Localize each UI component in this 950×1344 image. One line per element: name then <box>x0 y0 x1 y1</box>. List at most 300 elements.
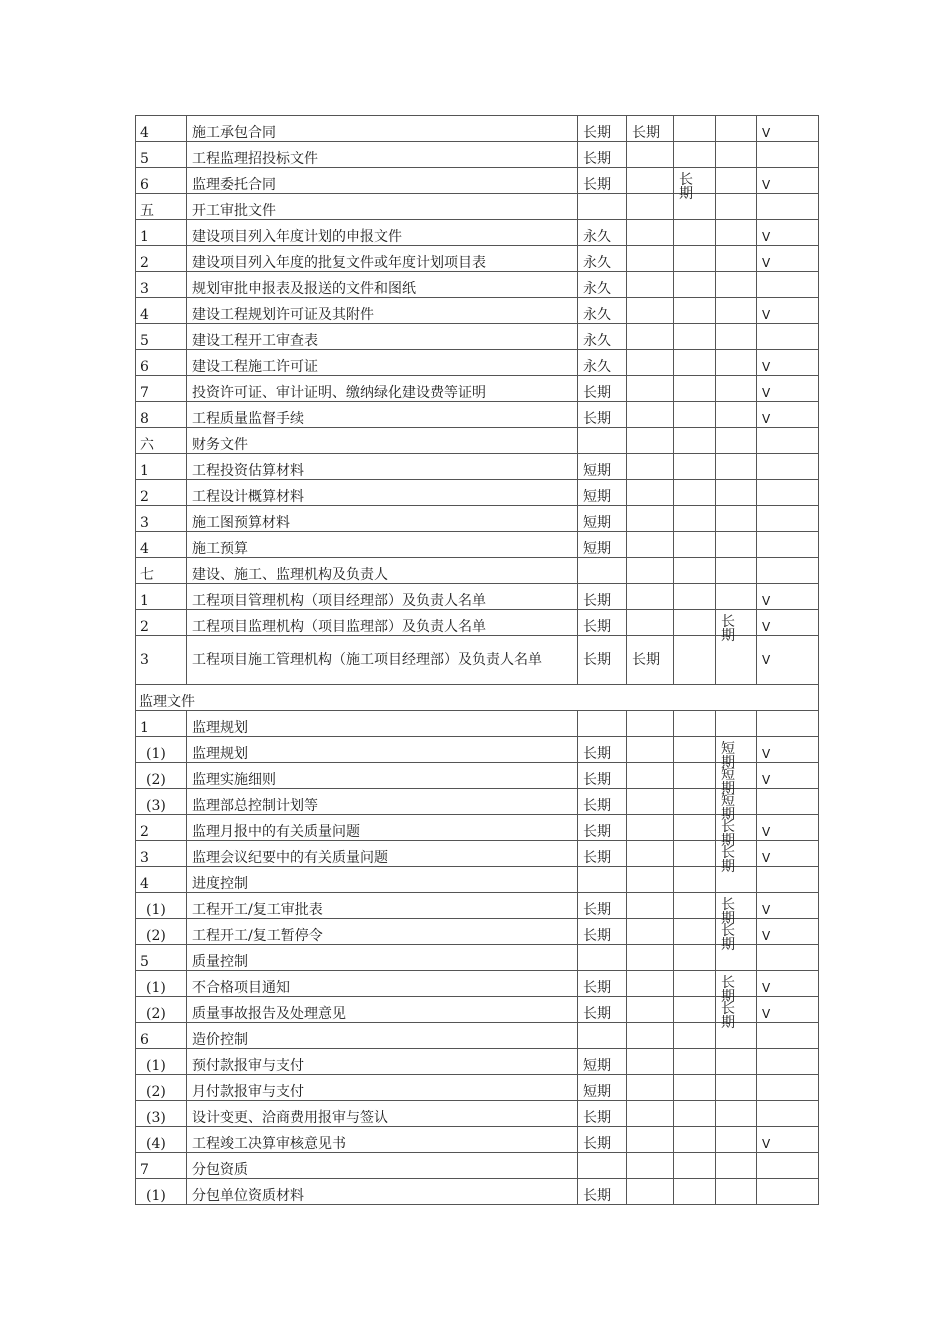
retention-d <box>716 168 757 194</box>
retention-a: 永久 <box>578 324 627 350</box>
retention-c <box>674 350 716 376</box>
row-name: 建设、施工、监理机构及负责人 <box>187 558 578 584</box>
retention-b <box>627 272 674 298</box>
retention-c <box>674 1179 716 1205</box>
check-mark <box>757 142 819 168</box>
row-name: 分包单位资质材料 <box>187 1179 578 1205</box>
row-number: (2) <box>136 1075 187 1101</box>
row-name: 工程开工/复工审批表 <box>187 893 578 919</box>
row-number: (2) <box>136 919 187 945</box>
table-row <box>136 246 819 272</box>
retention-c <box>674 919 716 945</box>
retention-b <box>627 610 674 636</box>
retention-b <box>627 1023 674 1049</box>
retention-c <box>674 116 716 142</box>
row-number: 6 <box>136 1023 187 1049</box>
table-row <box>136 893 819 919</box>
check-mark <box>757 1023 819 1049</box>
retention-b <box>627 402 674 428</box>
retention-b <box>627 428 674 454</box>
retention-c <box>674 558 716 584</box>
row-number: (1) <box>136 971 187 997</box>
table-row <box>136 919 819 945</box>
retention-c <box>674 506 716 532</box>
check-mark <box>757 246 819 272</box>
row-number: (1) <box>136 893 187 919</box>
retention-a: 长期 <box>578 1101 627 1127</box>
retention-c <box>674 893 716 919</box>
retention-a: 永久 <box>578 350 627 376</box>
retention-c <box>674 480 716 506</box>
row-number: 2 <box>136 610 187 636</box>
row-name: 建设项目列入年度的批复文件或年度计划项目表 <box>187 246 578 272</box>
retention-c <box>674 1023 716 1049</box>
check-icon: V <box>762 851 771 865</box>
table-row <box>136 272 819 298</box>
retention-a: 长期 <box>578 1127 627 1153</box>
retention-a <box>578 945 627 971</box>
retention-b <box>627 763 674 789</box>
retention-c <box>674 636 716 685</box>
check-mark <box>757 376 819 402</box>
retention-d <box>716 971 757 1005</box>
check-mark <box>757 1179 819 1205</box>
retention-b <box>627 324 674 350</box>
retention-c <box>674 584 716 610</box>
row-name: 造价控制 <box>187 1023 578 1049</box>
retention-c <box>674 789 716 815</box>
check-mark <box>757 945 819 971</box>
row-number: 4 <box>136 298 187 324</box>
retention-a: 长期 <box>578 841 627 867</box>
retention-d <box>716 506 757 532</box>
retention-b <box>627 584 674 610</box>
table-row <box>136 1049 819 1075</box>
retention-d <box>716 584 757 610</box>
check-icon: V <box>762 1007 771 1021</box>
row-number: (2) <box>136 997 187 1023</box>
retention-d <box>716 919 757 953</box>
row-name: 监理委托合同 <box>187 168 578 194</box>
retention-d <box>716 428 757 454</box>
row-number: 6 <box>136 350 187 376</box>
retention-c <box>674 971 716 997</box>
row-name: 月付款报审与支付 <box>187 1075 578 1101</box>
table-row <box>136 945 819 971</box>
retention-a: 永久 <box>578 246 627 272</box>
row-name: 质量事故报告及处理意见 <box>187 997 578 1023</box>
row-name: 监理实施细则 <box>187 763 578 789</box>
retention-d <box>716 324 757 350</box>
check-mark <box>757 1101 819 1127</box>
retention-b <box>627 919 674 945</box>
check-mark <box>757 428 819 454</box>
check-mark <box>757 454 819 480</box>
retention-c <box>674 220 716 246</box>
retention-c <box>674 454 716 480</box>
retention-b <box>627 558 674 584</box>
row-name: 建设工程规划许可证及其附件 <box>187 298 578 324</box>
row-number: 3 <box>136 636 187 685</box>
retention-b <box>627 1049 674 1075</box>
table-row <box>136 402 819 428</box>
row-number: 3 <box>136 506 187 532</box>
check-icon: V <box>762 773 771 787</box>
table-row <box>136 324 819 350</box>
check-icon: V <box>762 981 771 995</box>
retention-c <box>674 1049 716 1075</box>
row-number: 3 <box>136 841 187 867</box>
check-mark <box>757 815 819 841</box>
table-row <box>136 867 819 893</box>
retention-a: 短期 <box>578 532 627 558</box>
check-mark <box>757 480 819 506</box>
row-name: 建设工程开工审查表 <box>187 324 578 350</box>
retention-b <box>627 867 674 893</box>
retention-d <box>716 893 757 927</box>
retention-c <box>674 763 716 789</box>
retention-d <box>716 350 757 376</box>
row-name: 监理月报中的有关质量问题 <box>187 815 578 841</box>
row-name: 进度控制 <box>187 867 578 893</box>
retention-b <box>627 532 674 558</box>
cramped-period-label: 短期 <box>721 793 735 823</box>
check-icon: V <box>762 1137 771 1151</box>
retention-b <box>627 376 674 402</box>
retention-a: 短期 <box>578 480 627 506</box>
cramped-period-label: 长期 <box>721 819 735 849</box>
table-row <box>136 815 819 841</box>
row-name: 施工预算 <box>187 532 578 558</box>
retention-d <box>716 298 757 324</box>
check-icon: V <box>762 256 771 270</box>
retention-c <box>674 376 716 402</box>
row-name: 监理规划 <box>187 711 578 737</box>
row-number: 七 <box>136 558 187 584</box>
row-number: (3) <box>136 1101 187 1127</box>
row-number: 1 <box>136 584 187 610</box>
table-row <box>136 789 819 815</box>
table-row <box>136 558 819 584</box>
row-name: 工程项目施工管理机构（施工项目经理部）及负责人名单 <box>187 636 578 685</box>
retention-a: 长期 <box>578 893 627 919</box>
check-mark <box>757 841 819 867</box>
row-name: 工程监理招投标文件 <box>187 142 578 168</box>
row-name: 施工承包合同 <box>187 116 578 142</box>
check-icon: V <box>762 594 771 608</box>
cramped-period-label: 长期 <box>721 923 735 953</box>
row-name: 监理规划 <box>187 737 578 763</box>
check-mark <box>757 1049 819 1075</box>
cramped-period-label: 短期 <box>721 741 735 771</box>
retention-a: 长期 <box>578 116 627 142</box>
check-mark <box>757 402 819 428</box>
row-name: 规划审批申报表及报送的文件和图纸 <box>187 272 578 298</box>
row-name: 工程项目管理机构（项目经理部）及负责人名单 <box>187 584 578 610</box>
row-name: 投资许可证、审计证明、缴纳绿化建设费等证明 <box>187 376 578 402</box>
retention-b <box>627 480 674 506</box>
row-name: 建设工程施工许可证 <box>187 350 578 376</box>
retention-c <box>674 610 716 636</box>
retention-c <box>674 1153 716 1179</box>
row-name: 监理会议纪要中的有关质量问题 <box>187 841 578 867</box>
retention-d <box>716 454 757 480</box>
retention-a: 短期 <box>578 1049 627 1075</box>
retention-b <box>627 997 674 1023</box>
retention-a: 长期 <box>578 919 627 945</box>
retention-c <box>674 945 716 971</box>
check-mark <box>757 1153 819 1179</box>
retention-c <box>674 711 716 737</box>
row-name: 开工审批文件 <box>187 194 578 220</box>
retention-a: 短期 <box>578 506 627 532</box>
table-row <box>136 737 819 763</box>
retention-c <box>674 428 716 454</box>
retention-a <box>578 194 627 220</box>
retention-b <box>627 1101 674 1127</box>
retention-c <box>674 815 716 841</box>
row-name: 工程投资估算材料 <box>187 454 578 480</box>
retention-d <box>716 610 757 644</box>
row-number: 4 <box>136 867 187 893</box>
row-number: 六 <box>136 428 187 454</box>
row-number: 7 <box>136 1153 187 1179</box>
retention-c <box>674 1075 716 1101</box>
row-number: (1) <box>136 1049 187 1075</box>
row-number: 8 <box>136 402 187 428</box>
row-name: 设计变更、洽商费用报审与签认 <box>187 1101 578 1127</box>
retention-b <box>627 789 674 815</box>
retention-d <box>716 815 757 849</box>
retention-c <box>674 298 716 324</box>
table-row <box>136 168 819 194</box>
retention-b <box>627 945 674 971</box>
retention-b <box>627 220 674 246</box>
table-row <box>136 971 819 997</box>
retention-c <box>674 997 716 1023</box>
retention-c <box>674 272 716 298</box>
check-mark <box>757 272 819 298</box>
section-row <box>136 685 819 711</box>
table-row <box>136 997 819 1023</box>
retention-d <box>716 997 757 1031</box>
retention-a: 长期 <box>578 997 627 1023</box>
check-mark <box>757 1127 819 1153</box>
row-name: 财务文件 <box>187 428 578 454</box>
row-name: 监理部总控制计划等 <box>187 789 578 815</box>
check-icon: V <box>762 308 771 322</box>
check-icon: V <box>762 412 771 426</box>
cramped-period-label: 长期 <box>721 975 735 1005</box>
retention-b <box>627 1153 674 1179</box>
retention-b <box>627 1127 674 1153</box>
row-name: 工程开工/复工暂停令 <box>187 919 578 945</box>
table-row <box>136 506 819 532</box>
retention-b <box>627 841 674 867</box>
retention-d <box>716 763 757 797</box>
check-mark <box>757 971 819 997</box>
row-number: 4 <box>136 116 187 142</box>
retention-b <box>627 194 674 220</box>
retention-a: 长期 <box>578 636 627 685</box>
check-mark <box>757 737 819 763</box>
row-number: 6 <box>136 168 187 194</box>
retention-b <box>627 298 674 324</box>
check-mark <box>757 298 819 324</box>
retention-d <box>716 220 757 246</box>
row-number: (1) <box>136 737 187 763</box>
retention-c <box>674 1127 716 1153</box>
table-row <box>136 711 819 737</box>
retention-d <box>716 116 757 142</box>
row-number: 4 <box>136 532 187 558</box>
retention-b <box>627 815 674 841</box>
cramped-period-label: 长期 <box>721 845 735 875</box>
retention-b <box>627 454 674 480</box>
retention-a: 长期 <box>578 971 627 997</box>
row-number: 5 <box>136 324 187 350</box>
row-number: 7 <box>136 376 187 402</box>
check-icon: V <box>762 126 771 140</box>
retention-b <box>627 506 674 532</box>
retention-d <box>716 142 757 168</box>
table-row <box>136 1127 819 1153</box>
retention-a <box>578 1023 627 1049</box>
retention-b: 长期 <box>627 636 674 685</box>
section-title: 监理文件 <box>136 685 819 711</box>
retention-a: 长期 <box>578 168 627 194</box>
retention-a: 长期 <box>578 763 627 789</box>
retention-d <box>716 1049 757 1075</box>
table-row <box>136 763 819 789</box>
row-number: (1) <box>136 1179 187 1205</box>
retention-b <box>627 971 674 997</box>
table-row <box>136 376 819 402</box>
table-row <box>136 636 819 685</box>
row-name: 工程设计概算材料 <box>187 480 578 506</box>
table-row <box>136 1179 819 1205</box>
table-row <box>136 194 819 220</box>
retention-b <box>627 142 674 168</box>
row-number: 5 <box>136 142 187 168</box>
retention-a: 长期 <box>578 1179 627 1205</box>
retention-d <box>716 558 757 584</box>
row-name: 质量控制 <box>187 945 578 971</box>
retention-d <box>716 194 757 220</box>
retention-b <box>627 737 674 763</box>
retention-b <box>627 1075 674 1101</box>
check-icon: V <box>762 620 771 634</box>
check-mark <box>757 350 819 376</box>
check-mark <box>757 711 819 737</box>
check-icon: V <box>762 386 771 400</box>
check-mark <box>757 506 819 532</box>
row-number: 1 <box>136 454 187 480</box>
cramped-period-label: 长期 <box>721 614 735 644</box>
retention-d <box>716 789 757 823</box>
retention-a: 长期 <box>578 402 627 428</box>
table-row <box>136 116 819 142</box>
retention-a: 永久 <box>578 272 627 298</box>
retention-d <box>716 1075 757 1101</box>
check-mark <box>757 763 819 789</box>
retention-c <box>674 737 716 763</box>
check-icon: V <box>762 747 771 761</box>
row-number: 1 <box>136 711 187 737</box>
retention-a: 永久 <box>578 298 627 324</box>
retention-d <box>716 1101 757 1127</box>
retention-c <box>674 867 716 893</box>
table-row <box>136 220 819 246</box>
check-mark <box>757 194 819 220</box>
check-mark <box>757 116 819 142</box>
retention-d <box>716 1127 757 1153</box>
check-mark <box>757 893 819 919</box>
retention-c <box>674 402 716 428</box>
archive-table <box>135 115 819 1205</box>
retention-c <box>674 168 716 202</box>
check-mark <box>757 867 819 893</box>
table-row <box>136 532 819 558</box>
retention-a: 短期 <box>578 1075 627 1101</box>
table-row <box>136 1023 819 1049</box>
retention-d <box>716 246 757 272</box>
table-row <box>136 610 819 636</box>
retention-a: 长期 <box>578 584 627 610</box>
retention-b <box>627 246 674 272</box>
check-icon: V <box>762 360 771 374</box>
retention-a: 短期 <box>578 454 627 480</box>
table-row <box>136 142 819 168</box>
retention-b <box>627 168 674 194</box>
retention-d <box>716 402 757 428</box>
table-row <box>136 428 819 454</box>
check-mark <box>757 789 819 815</box>
check-mark <box>757 1075 819 1101</box>
retention-c <box>674 532 716 558</box>
table-row <box>136 584 819 610</box>
table-row <box>136 1153 819 1179</box>
row-name: 工程项目监理机构（项目监理部）及负责人名单 <box>187 610 578 636</box>
retention-c <box>674 246 716 272</box>
cramped-period-label: 长期 <box>721 1001 735 1031</box>
check-mark <box>757 919 819 945</box>
retention-a: 永久 <box>578 220 627 246</box>
retention-a: 长期 <box>578 142 627 168</box>
check-icon: V <box>762 825 771 839</box>
row-name: 分包资质 <box>187 1153 578 1179</box>
check-mark <box>757 636 819 685</box>
retention-a <box>578 867 627 893</box>
retention-a: 长期 <box>578 610 627 636</box>
row-name: 工程竣工决算审核意见书 <box>187 1127 578 1153</box>
table-row <box>136 1075 819 1101</box>
row-number: 2 <box>136 815 187 841</box>
retention-d <box>716 532 757 558</box>
table-row <box>136 480 819 506</box>
row-name: 预付款报审与支付 <box>187 1049 578 1075</box>
row-number: 1 <box>136 220 187 246</box>
row-number: 5 <box>136 945 187 971</box>
check-mark <box>757 584 819 610</box>
retention-c <box>674 142 716 168</box>
cramped-period-label: 长期 <box>679 172 693 202</box>
check-mark <box>757 324 819 350</box>
retention-c <box>674 324 716 350</box>
check-mark <box>757 997 819 1023</box>
check-icon: V <box>762 929 771 943</box>
retention-d <box>716 1179 757 1205</box>
